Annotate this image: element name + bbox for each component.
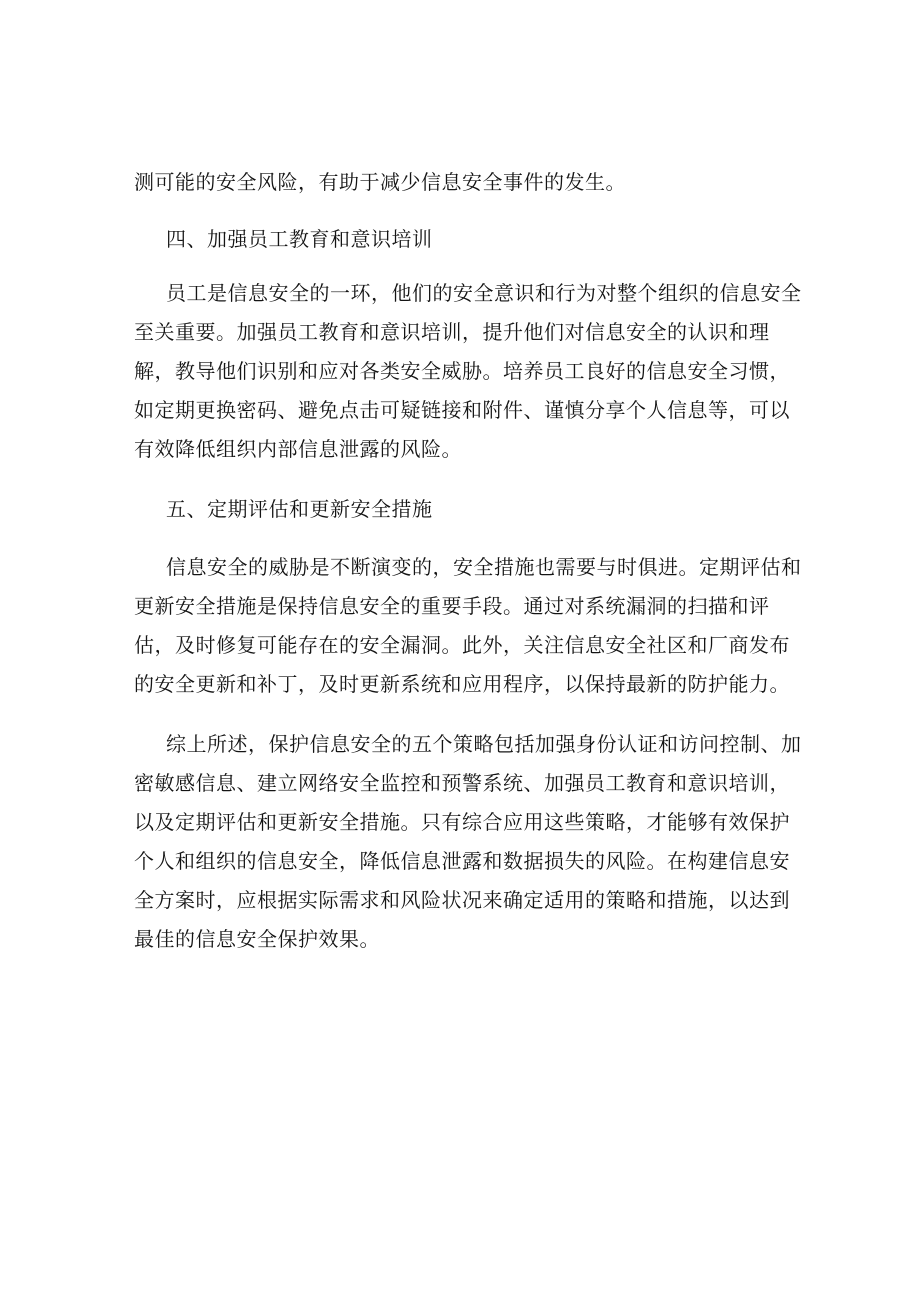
section-heading-5: 五、定期评估和更新安全措施 [166, 497, 433, 521]
paragraph-line: 如定期更换密码、避免点击可疑链接和附件、谨慎分享个人信息等，可以 [134, 398, 790, 422]
paragraph-line: 的安全更新和补丁，及时更新系统和应用程序，以保持最新的防护能力。 [134, 672, 790, 696]
paragraph-line: 以及定期评估和更新安全措施。只有综合应用这些策略，才能够有效保护 [134, 810, 790, 834]
paragraph-line: 最佳的信息安全保护效果。 [134, 927, 380, 951]
paragraph-line: 个人和组织的信息安全，降低信息泄露和数据损失的风险。在构建信息安 [134, 849, 790, 873]
paragraph-line: 有效降低组织内部信息泄露的风险。 [134, 437, 462, 461]
paragraph-line: 信息安全的威胁是不断演变的，安全措施也需要与时俱进。定期评估和 [166, 555, 802, 579]
section-heading-4: 四、加强员工教育和意识培训 [166, 227, 433, 251]
paragraph-line: 测可能的安全风险，有助于减少信息安全事件的发生。 [134, 170, 626, 194]
paragraph-line: 更新安全措施是保持信息安全的重要手段。通过对系统漏洞的扫描和评 [134, 594, 770, 618]
paragraph-line: 估，及时修复可能存在的安全漏洞。此外，关注信息安全社区和厂商发布 [134, 633, 790, 657]
paragraph-line: 解，教导他们识别和应对各类安全威胁。培养员工良好的信息安全习惯， [134, 359, 790, 383]
paragraph-line: 综上所述，保护信息安全的五个策略包括加强身份认证和访问控制、加 [166, 732, 802, 756]
paragraph-line: 全方案时，应根据实际需求和风险状况来确定适用的策略和措施，以达到 [134, 888, 790, 912]
paragraph-line: 至关重要。加强员工教育和意识培训，提升他们对信息安全的认识和理 [134, 320, 770, 344]
paragraph-line: 员工是信息安全的一环，他们的安全意识和行为对整个组织的信息安全 [166, 281, 802, 305]
paragraph-line: 密敏感信息、建立网络安全监控和预警系统、加强员工教育和意识培训， [134, 771, 790, 795]
